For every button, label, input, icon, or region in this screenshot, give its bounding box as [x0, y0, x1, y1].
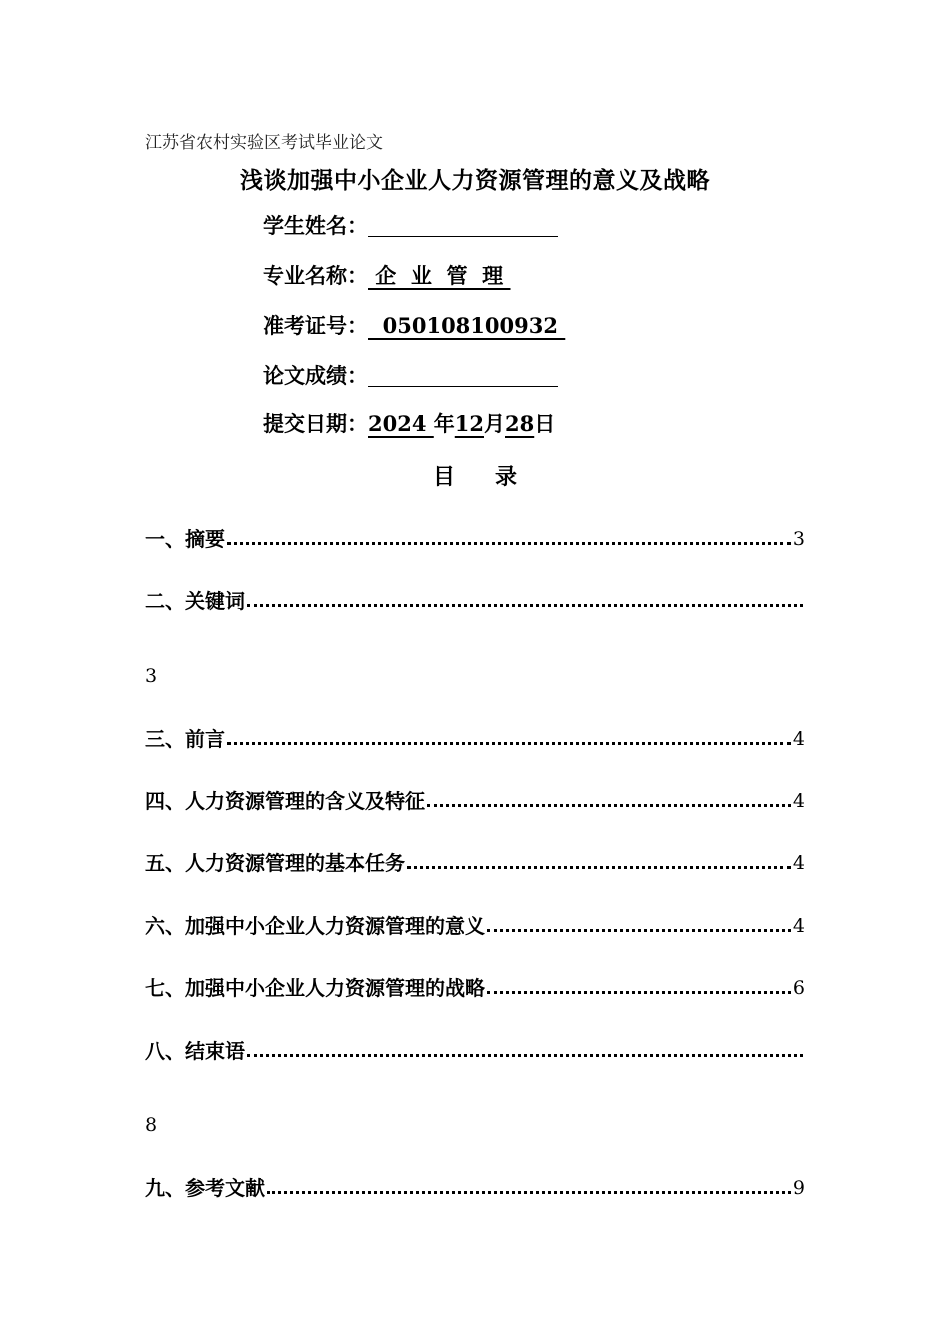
toc-item-label: 九、参考文献 — [145, 1176, 265, 1200]
submit-date-label: 提交日期： — [263, 411, 368, 436]
toc-item-label: 三、前言 — [145, 727, 225, 751]
major-label: 专业名称： — [263, 263, 368, 288]
toc-leader — [267, 1191, 791, 1194]
toc-leader — [407, 866, 791, 869]
student-name-label: 学生姓名： — [263, 213, 368, 238]
toc-item-label: 四、人力资源管理的含义及特征 — [145, 789, 425, 813]
toc-item — [145, 1173, 805, 1203]
date-year-unit: 年 — [433, 411, 455, 436]
toc-item — [145, 786, 805, 816]
toc-item-page: 4 — [792, 915, 805, 937]
date-month-unit: 月 — [484, 411, 505, 436]
toc-item — [145, 973, 805, 1003]
toc-item-page: 3 — [792, 528, 805, 550]
student-name-blank — [368, 212, 558, 237]
date-year: 2024 — [368, 411, 434, 436]
major-value: 企 业 管 理 — [368, 263, 511, 288]
score-blank — [368, 362, 558, 387]
toc-leader — [227, 542, 791, 545]
toc-item-page: 4 — [792, 728, 805, 750]
toc-item-label: 一、摘要 — [145, 527, 225, 551]
toc-leader — [227, 742, 791, 745]
toc-item-page: 6 — [792, 977, 805, 999]
toc-item — [145, 586, 805, 616]
toc-item-page: 9 — [792, 1177, 805, 1199]
exam-id-value: 050108100932 — [368, 313, 566, 338]
date-day: 28 — [505, 411, 535, 436]
toc-wrapped-page-number: 8 — [145, 1114, 158, 1136]
toc-item — [145, 724, 805, 754]
toc-leader — [427, 804, 791, 807]
toc-item-page: 4 — [792, 852, 805, 874]
toc-item-label: 七、加强中小企业人力资源管理的战略 — [145, 976, 485, 1000]
submit-date-row — [263, 409, 555, 439]
date-day-unit: 日 — [534, 411, 556, 436]
toc-leader — [487, 929, 791, 932]
toc-item — [145, 848, 805, 878]
toc-item — [145, 524, 805, 554]
toc-item-label: 二、关键词 — [145, 589, 245, 613]
major-row — [263, 261, 511, 291]
toc-leader — [247, 1054, 803, 1057]
toc-item — [145, 911, 805, 941]
date-month: 12 — [454, 411, 484, 436]
document-header: 江苏省农村实验区考试毕业论文 — [145, 133, 383, 153]
toc-item-label: 八、结束语 — [145, 1039, 245, 1063]
toc-leader — [247, 604, 803, 607]
score-label: 论文成绩： — [263, 363, 368, 388]
exam-id-label: 准考证号： — [263, 313, 368, 338]
toc-wrapped-page-number: 3 — [145, 665, 158, 687]
toc-item-page: 4 — [792, 790, 805, 812]
exam-id-row — [263, 311, 565, 341]
document-title: 浅谈加强中小企业人力资源管理的意义及战略 — [240, 167, 710, 194]
toc-title: 目录 — [432, 464, 557, 490]
score-row — [263, 361, 558, 391]
toc-item-label: 六、加强中小企业人力资源管理的意义 — [145, 914, 485, 938]
toc-leader — [487, 991, 791, 994]
student-name-row — [263, 211, 558, 241]
toc-item-label: 五、人力资源管理的基本任务 — [145, 851, 405, 875]
toc-item — [145, 1036, 805, 1066]
